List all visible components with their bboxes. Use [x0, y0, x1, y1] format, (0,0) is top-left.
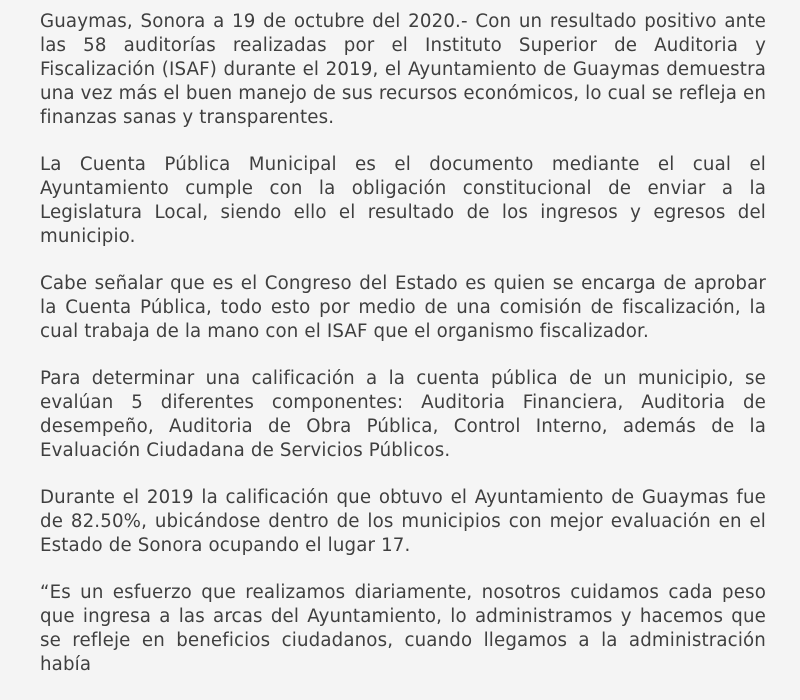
article-paragraph-2: La Cuenta Pública Municipal es el documento mediante el cual el Ayuntamiento cumple con la obligación constitucional de enviar a la Legislatura Local, siendo ello el resultado de los ingresos y egresos del municipio.: [40, 154, 766, 247]
article-paragraph-6: “Es un esfuerzo que realizamos diariamente, nosotros cuidamos cada peso que ingresa a las arcas del Ayuntamiento, lo administramos y hacemos que se refleje en beneficios ciudadanos, cuando llegamos a la administración había: [40, 582, 766, 675]
article-paragraph-1: Guaymas, Sonora a 19 de octubre del 2020.- Con un resultado positivo ante las 58 auditorías realizadas por el Instituto Superior de Auditoria y Fiscalización (ISAF) durante el 2019, el Ayuntamiento de Guaymas demuestra una vez más el buen manejo de sus recursos económicos, lo cual se refleja en finanzas sanas y transparentes.: [40, 11, 766, 128]
article-body: [40, 10, 766, 700]
article-paragraph-4: Para determinar una calificación a la cuenta pública de un municipio, se evalúan 5 diferentes componentes: Auditoria Financiera, Auditoria de desempeño, Auditoria de Obra Pública, Control Interno, además de la Evaluación Ciudadana de Servicios Públicos.: [40, 368, 766, 461]
article-paragraph-5: Durante el 2019 la calificación que obtuvo el Ayuntamiento de Guaymas fue de 82.50%, ubicándose dentro de los municipios con mejor evaluación en el Estado de Sonora ocupando el lugar 17.: [40, 487, 766, 556]
article-paragraph-3: Cabe señalar que es el Congreso del Estado es quien se encarga de aprobar la Cuenta Pública, todo esto por medio de una comisión de fiscalización, la cual trabaja de la mano con el ISAF que el organismo fiscalizador.: [40, 273, 766, 342]
